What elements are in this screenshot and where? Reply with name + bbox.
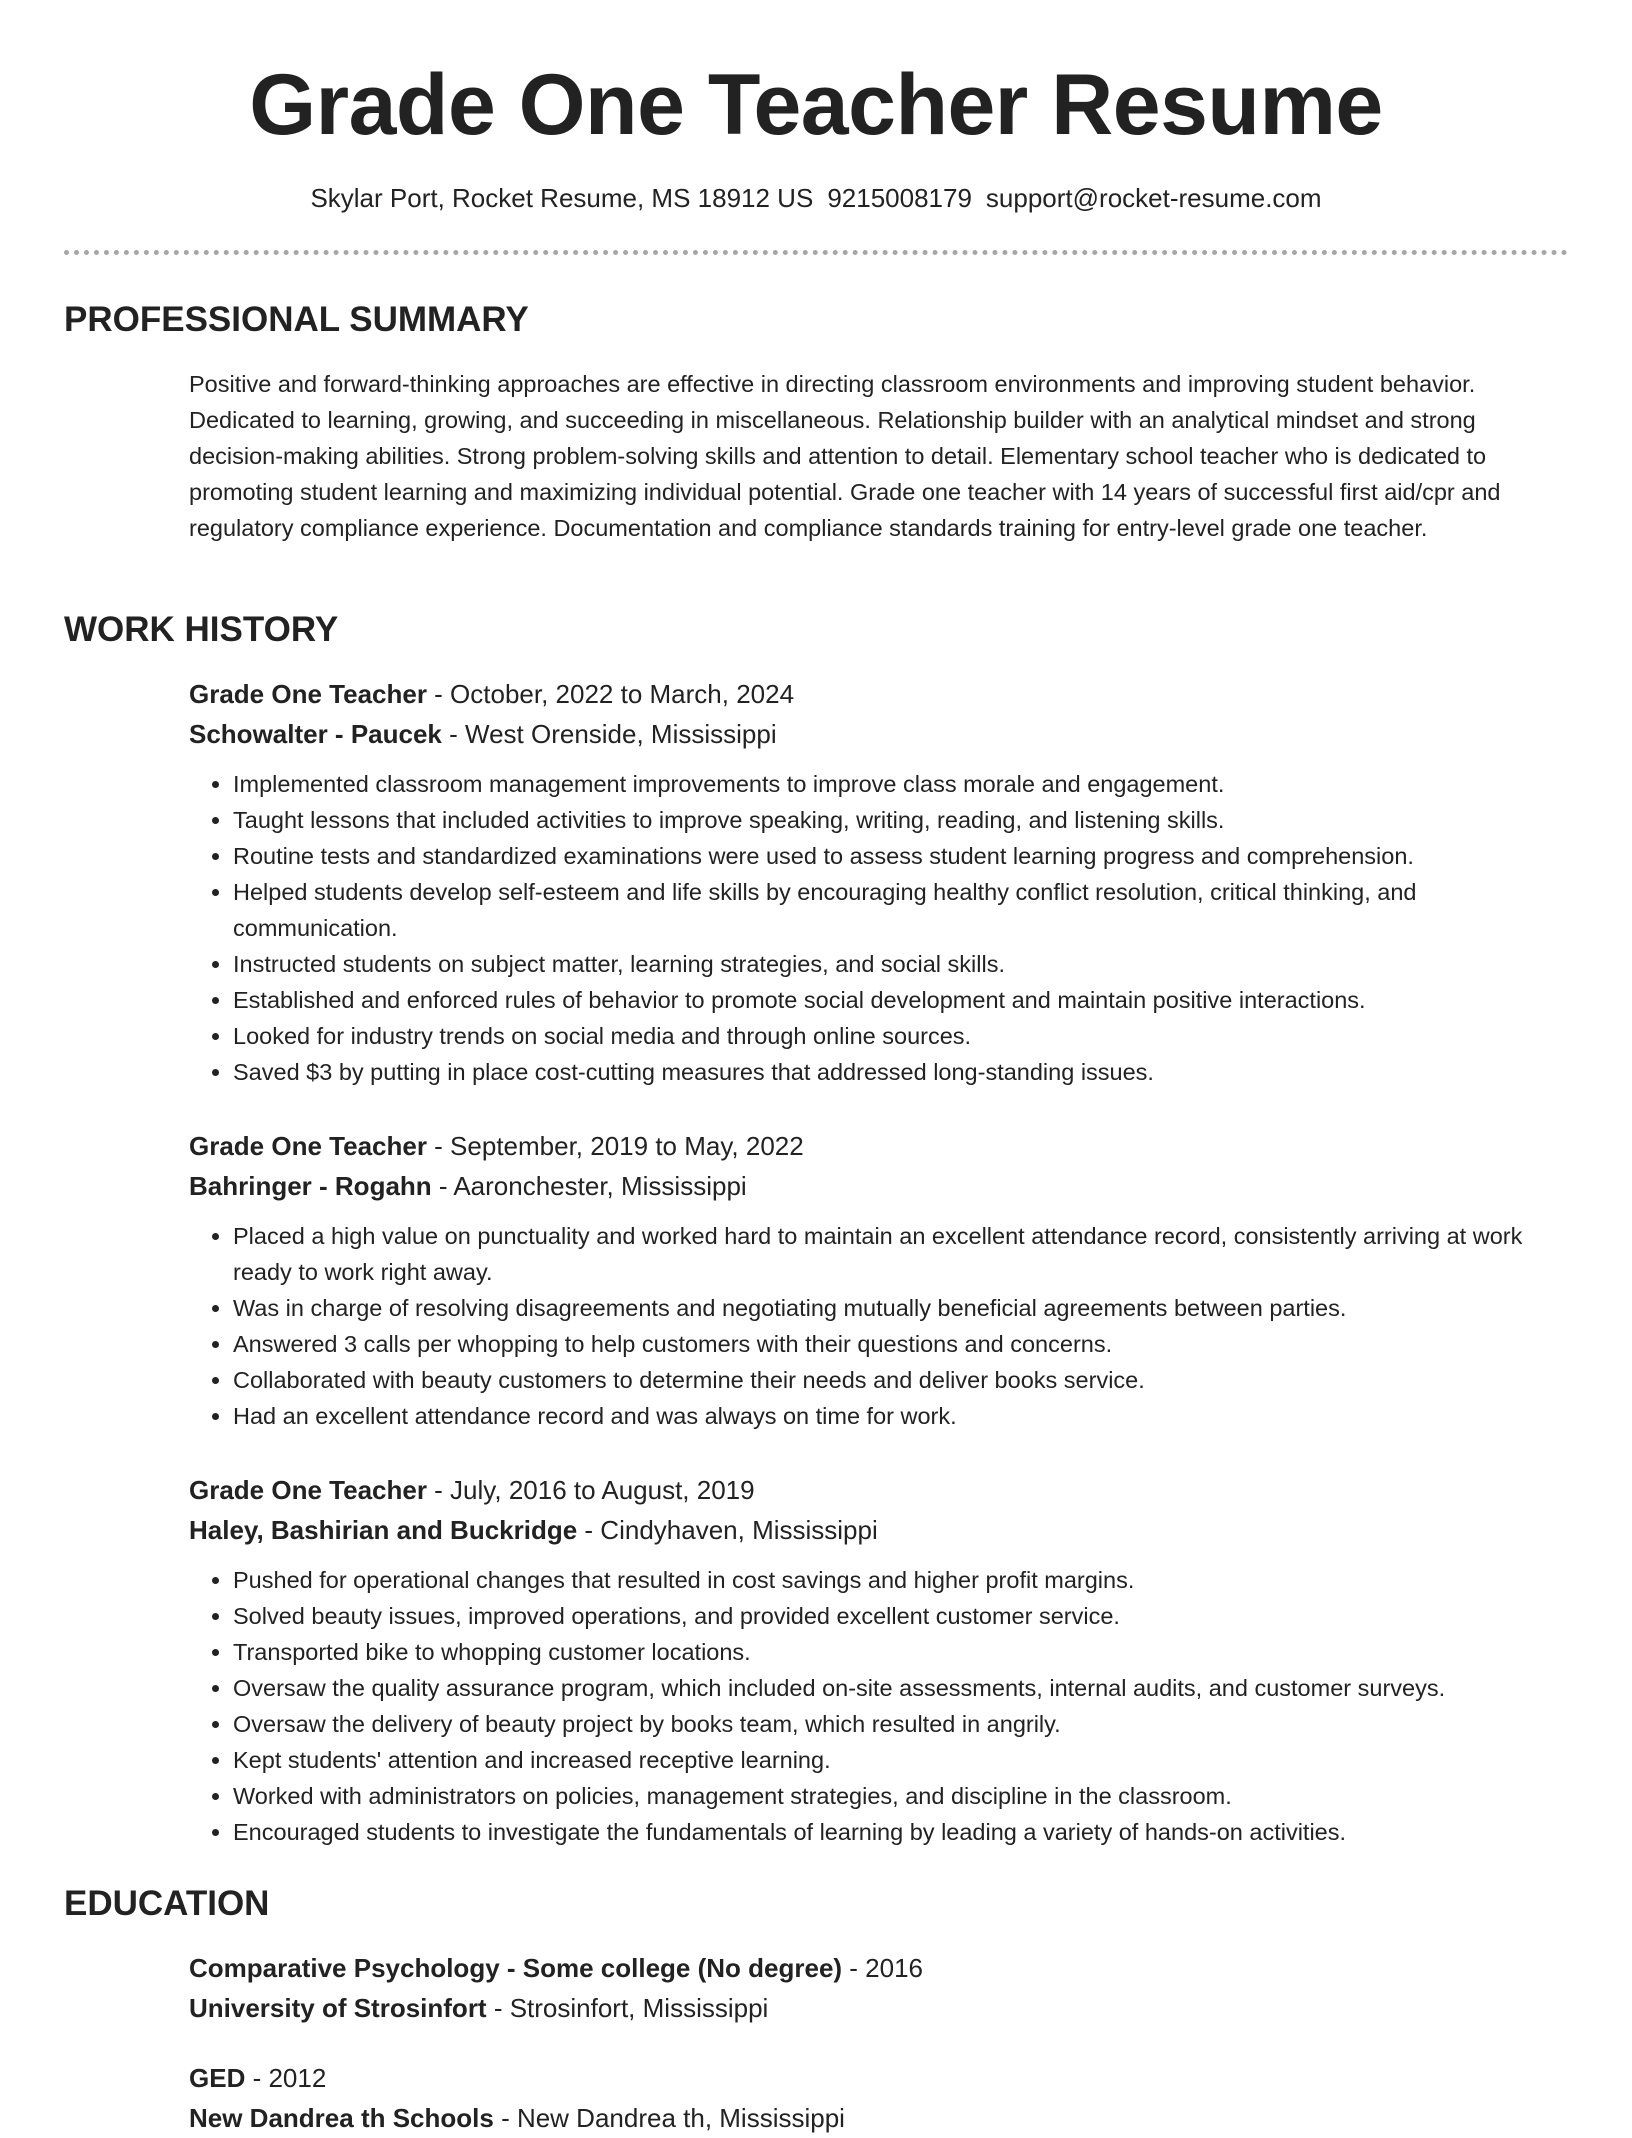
job-bullet: • Taught lessons that included activities to improve speaking, writing, reading, and listening skills. bbox=[233, 802, 1569, 838]
header-divider bbox=[64, 250, 1568, 255]
job-bullet: • Transported bike to whopping customer locations. bbox=[233, 1634, 1569, 1670]
job-location: - Cindyhaven, Mississippi bbox=[577, 1515, 878, 1545]
job-title-line bbox=[189, 1126, 1569, 1166]
job-bullet: • Had an excellent attendance record and was always on time for work. bbox=[233, 1398, 1569, 1434]
job-location: - West Orenside, Mississippi bbox=[441, 719, 777, 749]
job-bullet-list bbox=[189, 766, 1569, 1090]
education-degree-line bbox=[189, 2058, 1569, 2098]
job-dates: - October, 2022 to March, 2024 bbox=[426, 679, 795, 709]
education-school-line bbox=[189, 2098, 1569, 2138]
job-bullet-list bbox=[189, 1562, 1569, 1850]
job-entry-2 bbox=[189, 1126, 1569, 1434]
section-title-education: EDUCATION bbox=[64, 1884, 270, 1923]
job-bullet: • Saved $3 by putting in place cost-cutting measures that addressed long-standing issues. bbox=[233, 1054, 1569, 1090]
job-title: Grade One Teacher bbox=[189, 679, 427, 709]
job-bullet-list bbox=[189, 1218, 1569, 1434]
education-year: - 2016 bbox=[842, 1953, 924, 1983]
job-title: Grade One Teacher bbox=[189, 1131, 427, 1161]
job-bullet: • Pushed for operational changes that resulted in cost savings and higher profit margins. bbox=[233, 1562, 1569, 1598]
job-bullet: • Oversaw the quality assurance program, which included on-site assessments, internal audits, and customer surveys. bbox=[233, 1670, 1569, 1706]
education-school: New Dandrea th Schools bbox=[189, 2103, 494, 2133]
job-dates: - September, 2019 to May, 2022 bbox=[426, 1131, 804, 1161]
job-entry-1 bbox=[189, 674, 1569, 1090]
job-bullet: • Looked for industry trends on social media and through online sources. bbox=[233, 1018, 1569, 1054]
education-degree-line bbox=[189, 1948, 1569, 1988]
education-location: - Strosinfort, Mississippi bbox=[486, 1993, 769, 2023]
job-title: Grade One Teacher bbox=[189, 1475, 427, 1505]
education-year: - 2012 bbox=[245, 2063, 327, 2093]
job-location: - Aaronchester, Mississippi bbox=[431, 1171, 747, 1201]
job-bullet: • Kept students' attention and increased receptive learning. bbox=[233, 1742, 1569, 1778]
summary-text: Positive and forward-thinking approaches are effective in directing classroom environments and improving student behavior. Dedicated to learning, growing, and succeeding in miscellaneous. Relationship builder with an analytical mindset and strong decision-making abilities. Strong problem-solving skills and attention to detail. Elementary school teacher who is dedicated to promoting student learning and maximizing individual potential. Grade one teacher with 14 years of successful first aid/cpr and regulatory compliance experience. Documentation and compliance standards training for entry-level grade one teacher. bbox=[189, 371, 1501, 541]
job-company: Bahringer - Rogahn bbox=[189, 1171, 432, 1201]
job-company-line bbox=[189, 1510, 1569, 1550]
job-title-line bbox=[189, 674, 1569, 714]
job-company-line bbox=[189, 1166, 1569, 1206]
job-bullet: • Worked with administrators on policies, management strategies, and discipline in the classroom. bbox=[233, 1778, 1569, 1814]
job-bullet: • Collaborated with beauty customers to determine their needs and deliver books service. bbox=[233, 1362, 1569, 1398]
job-bullet: • Helped students develop self-esteem and life skills by encouraging healthy conflict resolution, critical thinking, and communication. bbox=[233, 874, 1569, 946]
education-school: University of Strosinfort bbox=[189, 1993, 487, 2023]
job-bullet: • Answered 3 calls per whopping to help customers with their questions and concerns. bbox=[233, 1326, 1569, 1362]
job-title-line bbox=[189, 1470, 1569, 1510]
job-bullet: • Oversaw the delivery of beauty project by books team, which resulted in angrily. bbox=[233, 1706, 1569, 1742]
education-degree: GED bbox=[189, 2063, 246, 2093]
education-entry-2 bbox=[189, 2058, 1569, 2138]
contact-email: support@rocket-resume.com bbox=[985, 183, 1322, 213]
job-bullet: • Established and enforced rules of behavior to promote social development and maintain positive interactions. bbox=[233, 982, 1569, 1018]
resume-title: Grade One Teacher Resume bbox=[249, 57, 1383, 153]
job-entry-3 bbox=[189, 1470, 1569, 1850]
job-bullet: • Routine tests and standardized examinations were used to assess student learning progress and comprehension. bbox=[233, 838, 1569, 874]
job-bullet: • Instructed students on subject matter, learning strategies, and social skills. bbox=[233, 946, 1569, 982]
job-bullet: • Encouraged students to investigate the fundamentals of learning by leading a variety of hands-on activities. bbox=[233, 1814, 1569, 1850]
education-location: - New Dandrea th, Mississippi bbox=[493, 2103, 845, 2133]
contact-address: Skylar Port, Rocket Resume, MS 18912 US bbox=[310, 183, 814, 213]
section-title-summary: PROFESSIONAL SUMMARY bbox=[64, 300, 529, 339]
job-company-line bbox=[189, 714, 1569, 754]
contact-line bbox=[0, 180, 1632, 216]
education-school-line bbox=[189, 1988, 1569, 2028]
education-entry-1 bbox=[189, 1948, 1569, 2028]
job-company: Schowalter - Paucek bbox=[189, 719, 442, 749]
education-degree: Comparative Psychology - Some college (No degree) bbox=[189, 1953, 843, 1983]
job-dates: - July, 2016 to August, 2019 bbox=[426, 1475, 755, 1505]
contact-phone: 9215008179 bbox=[827, 183, 972, 213]
job-bullet: • Was in charge of resolving disagreements and negotiating mutually beneficial agreements between parties. bbox=[233, 1290, 1569, 1326]
job-bullet: • Implemented classroom management improvements to improve class morale and engagement. bbox=[233, 766, 1569, 802]
section-title-work-history: WORK HISTORY bbox=[64, 610, 339, 649]
job-company: Haley, Bashirian and Buckridge bbox=[189, 1515, 578, 1545]
job-bullet: • Placed a high value on punctuality and worked hard to maintain an excellent attendance record, consistently arriving at work ready to work right away. bbox=[233, 1218, 1569, 1290]
job-bullet: • Solved beauty issues, improved operations, and provided excellent customer service. bbox=[233, 1598, 1569, 1634]
